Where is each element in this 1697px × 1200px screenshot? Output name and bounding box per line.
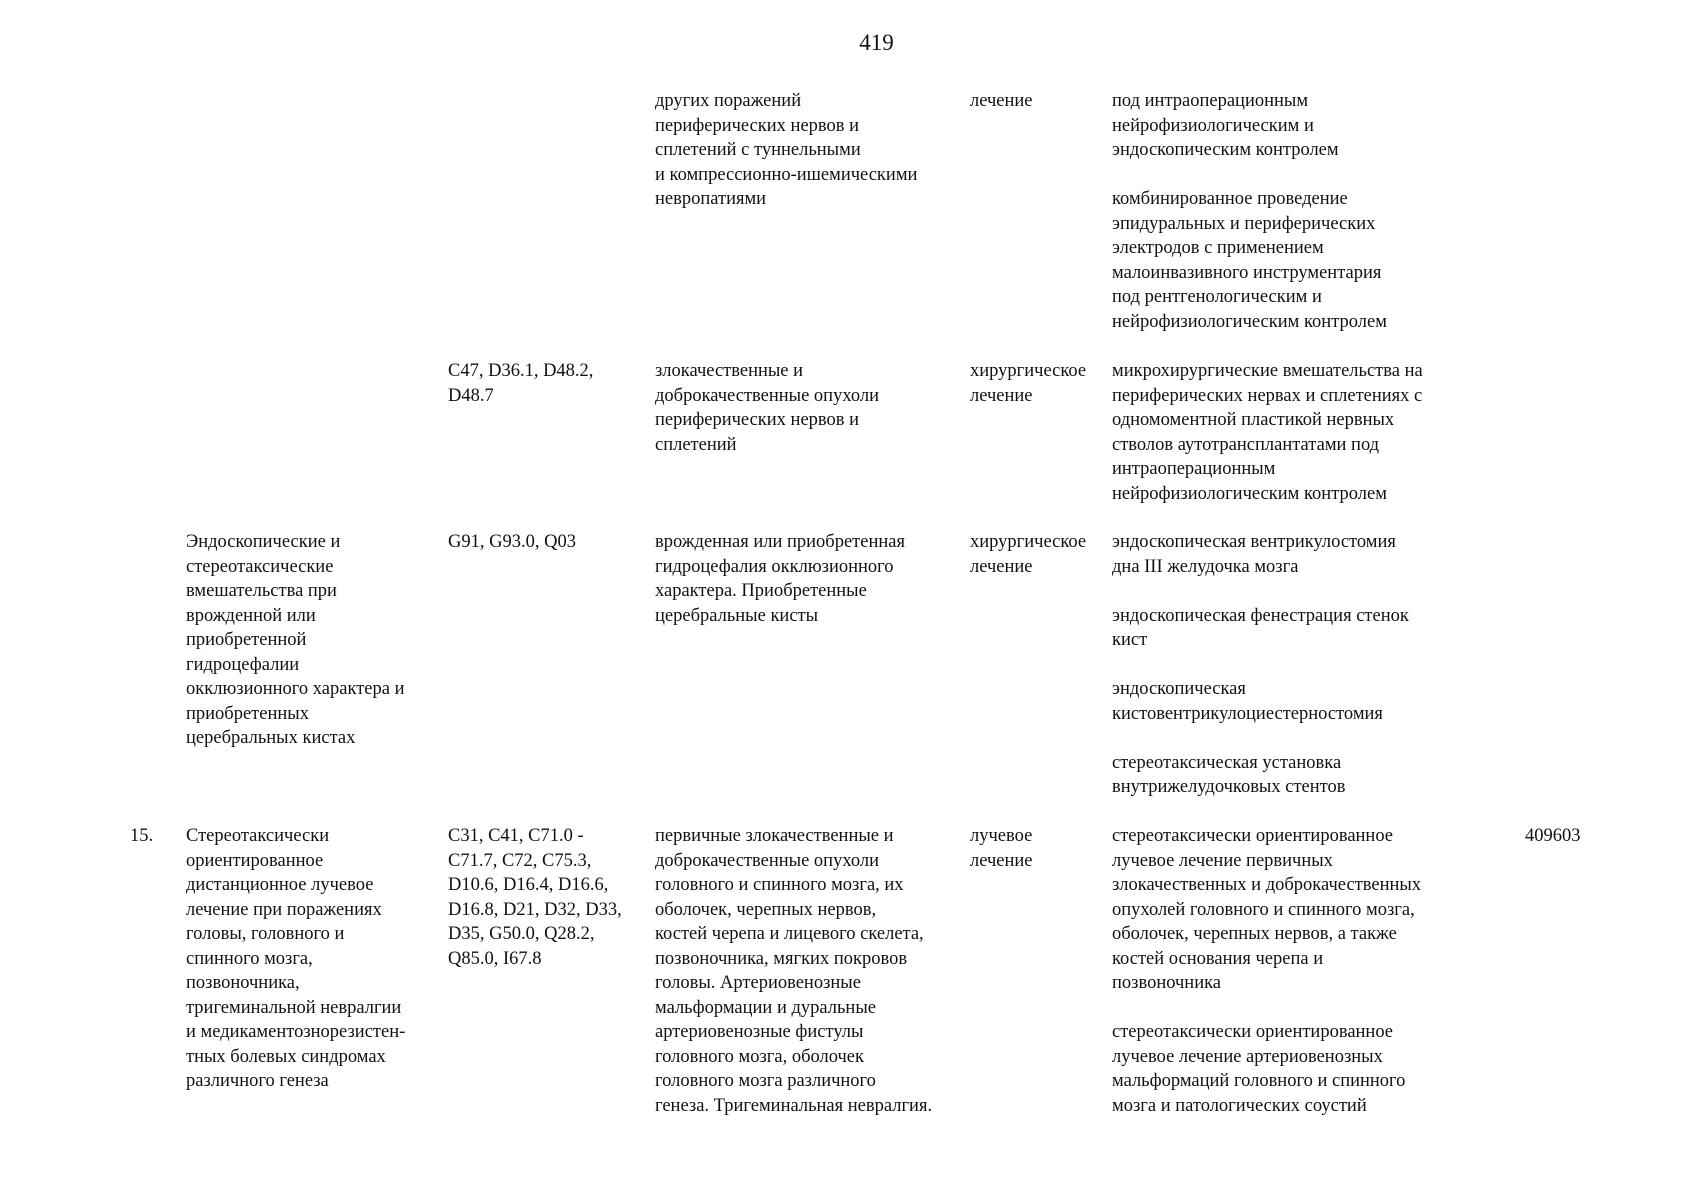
text-line: сплетений с туннельными [655, 140, 861, 160]
text-line: характера. Приобретенные [655, 581, 867, 601]
disease-model-cell [655, 359, 879, 457]
text-line: лучевое лечение первичных [1112, 850, 1333, 871]
text-line: нейрофизиологическим и [1112, 115, 1314, 136]
text-line: головы. Артериовенозные [655, 973, 861, 993]
text-line: головного и спинного мозга, их [655, 875, 904, 895]
method-paragraph [1112, 677, 1409, 726]
text-line: интраоперационным [1112, 459, 1276, 479]
text-line: вмешательства при [186, 581, 337, 601]
text-line: стереотаксически ориентированное [1112, 1022, 1394, 1042]
text-line: кист [1112, 630, 1148, 650]
text-line: стереотаксически ориентированное [1112, 826, 1394, 846]
text-line: врожденной или [186, 605, 316, 626]
method-paragraph [1112, 359, 1423, 506]
text-line: лучевое [970, 826, 1033, 846]
text-line: D16.8, D21, D32, D33, [448, 899, 622, 920]
text-line: других поражений [655, 91, 802, 111]
text-line: Стереотаксически [186, 826, 330, 846]
method-paragraph [1112, 89, 1387, 163]
text-line: D10.6, D16.4, D16.6, [448, 875, 609, 895]
table-row [0, 359, 1697, 530]
text-line: периферических нервов и [655, 115, 860, 136]
text-line: лучевое лечение артериовенозных [1112, 1046, 1383, 1067]
text-line: невропатиями [655, 189, 767, 209]
text-line: лечение [970, 850, 1033, 871]
treatment-table [0, 89, 1697, 1118]
text-line: первичные злокачественные и [655, 826, 894, 846]
text-line: ориентированное [186, 850, 324, 871]
care-name-cell [186, 530, 405, 751]
text-line: Q85.0, I67.8 [448, 948, 542, 969]
method-paragraph [1112, 604, 1409, 653]
text-line: оболочек, черепных нервов, а также [1112, 924, 1397, 944]
text-line: кистовентрикулоциестерностомия [1112, 703, 1383, 724]
text-line: спинного мозга, [186, 948, 313, 969]
method-paragraph [1112, 751, 1409, 800]
page-number: 419 [859, 30, 894, 55]
text-line: дна III желудочка мозга [1112, 556, 1299, 577]
treatment-method-cell [1112, 824, 1421, 1118]
text-line: одномоментной пластикой нервных [1112, 410, 1395, 430]
text-line: гидроцефалии [186, 654, 300, 675]
text-line: и компрессионно-ишемическими [655, 164, 918, 185]
text-line: позвоночника, [186, 973, 300, 993]
text-line: периферических нервов и [655, 410, 860, 430]
row-number-cell: 15. [130, 826, 154, 846]
text-line: опухолей головного и спинного мозга, [1112, 899, 1415, 920]
text-line: оболочек, черепных нервов, [655, 899, 877, 920]
text-line: артериовенозные фистулы [655, 1022, 864, 1042]
text-line: стереотаксическая установка [1112, 752, 1342, 773]
table-row [0, 824, 1697, 1118]
text-line: эндоскопическая фенестрация стенок [1112, 605, 1409, 626]
treatment-method-cell [1112, 530, 1409, 800]
text-line: позвоночника, мягких покровов [655, 948, 908, 969]
text-line: церебральные кисты [655, 605, 819, 626]
text-line: тных болевых синдромах [186, 1046, 386, 1067]
text-line: доброкачественные опухоли [655, 850, 880, 871]
text-line: нейрофизиологическим контролем [1112, 311, 1387, 332]
text-line: под интраоперационным [1112, 91, 1309, 111]
treatment-method-cell [1112, 89, 1387, 334]
text-line: тригеминальной невралгии [186, 997, 402, 1018]
treatment-type-cell [970, 89, 1033, 114]
text-line: D48.7 [448, 385, 494, 406]
text-line: стереотаксические [186, 556, 334, 577]
text-line: генеза. Тригеминальная невралгия. [655, 1095, 933, 1116]
method-paragraph [1112, 530, 1409, 579]
text-line: нейрофизиологическим контролем [1112, 483, 1387, 504]
text-line: врожденная или приобретенная [655, 532, 905, 552]
text-line: микрохирургические вмешательства на [1112, 361, 1423, 381]
text-line: эндоскопическая [1112, 679, 1246, 699]
care-name-cell [186, 824, 405, 1094]
treatment-type-cell [970, 824, 1033, 873]
text-line: малоинвазивного инструментария [1112, 262, 1382, 283]
text-line: злокачественные и [655, 361, 804, 381]
disease-model-cell [655, 824, 932, 1118]
text-line: приобретенной [186, 630, 307, 650]
treatment-method-cell [1112, 359, 1423, 506]
icd-codes-cell [448, 359, 593, 408]
text-line: лечение [970, 385, 1033, 406]
text-line: и медикаментознорезистен- [186, 1022, 406, 1042]
text-line: D35, G50.0, Q28.2, [448, 924, 595, 944]
text-line: лечение [970, 556, 1033, 577]
text-line: головного мозга, оболочек [655, 1046, 864, 1067]
text-line: Эндоскопические и [186, 532, 341, 552]
cost-cell: 409603 [1525, 826, 1581, 846]
text-line: хирургическое [970, 361, 1087, 381]
disease-model-cell [655, 89, 917, 212]
table-row [0, 530, 1697, 824]
text-line: костей основания черепа и [1112, 948, 1324, 969]
text-line: приобретенных [186, 703, 309, 724]
text-line: лечение [970, 91, 1033, 111]
text-line: эндоскопическим контролем [1112, 140, 1339, 160]
text-line: C47, D36.1, D48.2, [448, 361, 594, 381]
text-line: периферических нервах и сплетениях с [1112, 385, 1423, 406]
table-row [0, 89, 1697, 359]
text-line: окклюзионного характера и [186, 679, 405, 699]
method-paragraph [1112, 187, 1387, 334]
text-line: эпидуральных и периферических [1112, 213, 1376, 234]
text-line: C31, C41, C71.0 - [448, 826, 584, 846]
text-line: лечение при поражениях [186, 899, 382, 920]
disease-model-cell [655, 530, 905, 628]
text-line: внутрижелудочковых стентов [1112, 777, 1346, 797]
text-line: различного генеза [186, 1071, 329, 1091]
text-line: злокачественных и доброкачественных [1112, 875, 1422, 895]
treatment-type-cell [970, 530, 1086, 579]
text-line: мальформаций головного и спинного [1112, 1071, 1406, 1091]
text-line: хирургическое [970, 532, 1087, 552]
method-paragraph [1112, 1020, 1421, 1118]
text-line: мозга и патологических соустий [1112, 1095, 1367, 1116]
text-line: электродов с применением [1112, 238, 1324, 258]
text-line: головы, головного и [186, 924, 345, 944]
text-line: дистанционное лучевое [186, 875, 374, 895]
text-line: головного мозга различного [655, 1071, 876, 1091]
text-line: сплетений [655, 434, 737, 455]
treatment-type-cell [970, 359, 1086, 408]
icd-codes-cell [448, 530, 576, 555]
text-line: церебральных кистах [186, 728, 356, 748]
text-line: G91, G93.0, Q03 [448, 532, 576, 552]
text-line: под рентгенологическим и [1112, 287, 1322, 307]
method-paragraph [1112, 824, 1421, 996]
text-line: костей черепа и лицевого скелета, [655, 924, 924, 944]
text-line: гидроцефалия окклюзионного [655, 556, 894, 577]
text-line: стволов аутотрансплантатами под [1112, 434, 1380, 455]
text-line: доброкачественные опухоли [655, 385, 880, 406]
icd-codes-cell [448, 824, 622, 971]
text-line: комбинированное проведение [1112, 189, 1348, 209]
text-line: позвоночника [1112, 973, 1222, 993]
text-line: мальформации и дуральные [655, 997, 876, 1018]
text-line: эндоскопическая вентрикулостомия [1112, 532, 1396, 552]
text-line: C71.7, C72, C75.3, [448, 850, 592, 871]
